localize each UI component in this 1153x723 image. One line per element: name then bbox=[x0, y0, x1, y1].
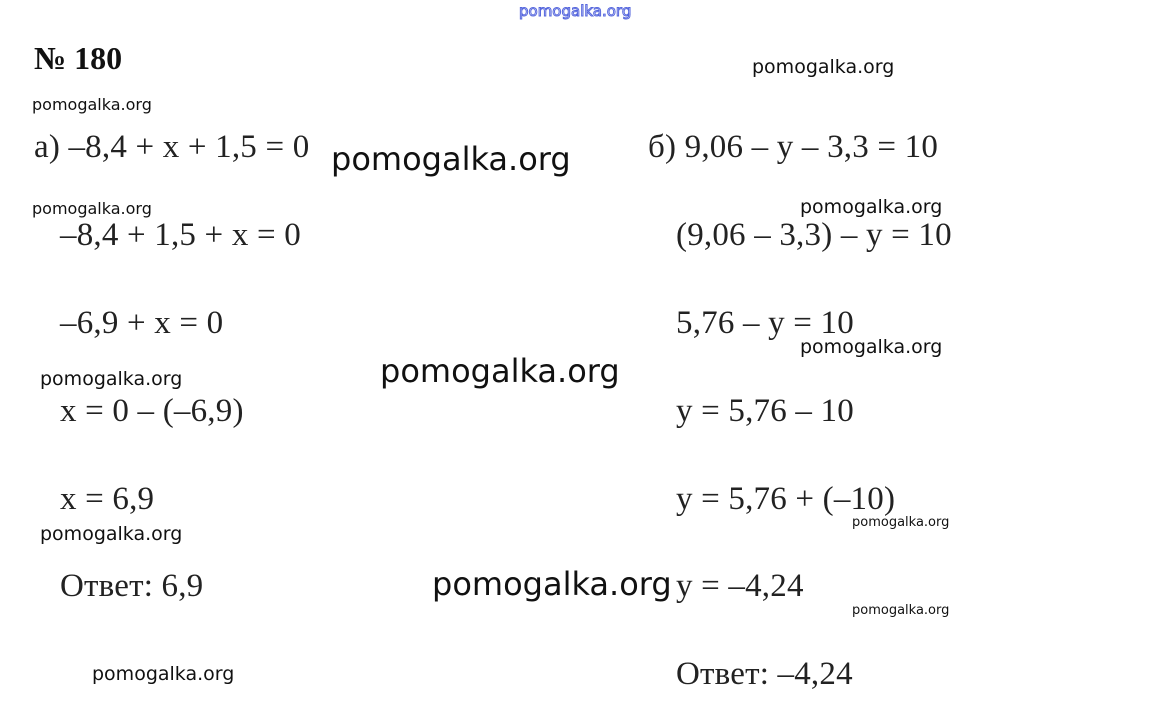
part-a-task: а) –8,4 + x + 1,5 = 0 bbox=[34, 129, 310, 165]
watermark: pomogalka.org bbox=[380, 352, 620, 390]
part-a-step-4: x = 6,9 bbox=[60, 481, 155, 517]
watermark: pomogalka.org bbox=[852, 515, 950, 530]
watermark: pomogalka.org bbox=[800, 196, 943, 218]
part-b-answer: Ответ: –4,24 bbox=[676, 656, 853, 692]
part-b-step-5: y = –4,24 bbox=[676, 568, 804, 604]
problem-number: № 180 bbox=[34, 40, 123, 76]
watermark: pomogalka.org bbox=[331, 140, 571, 178]
site-mark-header: pomogalka.org bbox=[519, 2, 632, 20]
part-a-step-2: –6,9 + x = 0 bbox=[60, 305, 224, 341]
part-a-answer: Ответ: 6,9 bbox=[60, 568, 204, 604]
watermark: pomogalka.org bbox=[40, 523, 183, 545]
part-b-step-2: 5,76 – y = 10 bbox=[676, 305, 854, 341]
part-a-step-3: x = 0 – (–6,9) bbox=[60, 393, 244, 429]
part-b-step-4: y = 5,76 + (–10) bbox=[676, 481, 896, 517]
part-b-step-3: y = 5,76 – 10 bbox=[676, 393, 854, 429]
part-a-step-1: –8,4 + 1,5 + x = 0 bbox=[60, 217, 301, 253]
watermark: pomogalka.org bbox=[40, 368, 183, 390]
watermark: pomogalka.org bbox=[752, 56, 895, 78]
watermark: pomogalka.org bbox=[32, 199, 152, 218]
watermark: pomogalka.org bbox=[432, 565, 672, 603]
part-b-task: б) 9,06 – y – 3,3 = 10 bbox=[648, 129, 939, 165]
watermark: pomogalka.org bbox=[32, 95, 152, 114]
watermark: pomogalka.org bbox=[800, 336, 943, 358]
watermark: pomogalka.org bbox=[852, 603, 950, 618]
watermark: pomogalka.org bbox=[92, 663, 235, 685]
part-b-step-1: (9,06 – 3,3) – y = 10 bbox=[676, 217, 952, 253]
